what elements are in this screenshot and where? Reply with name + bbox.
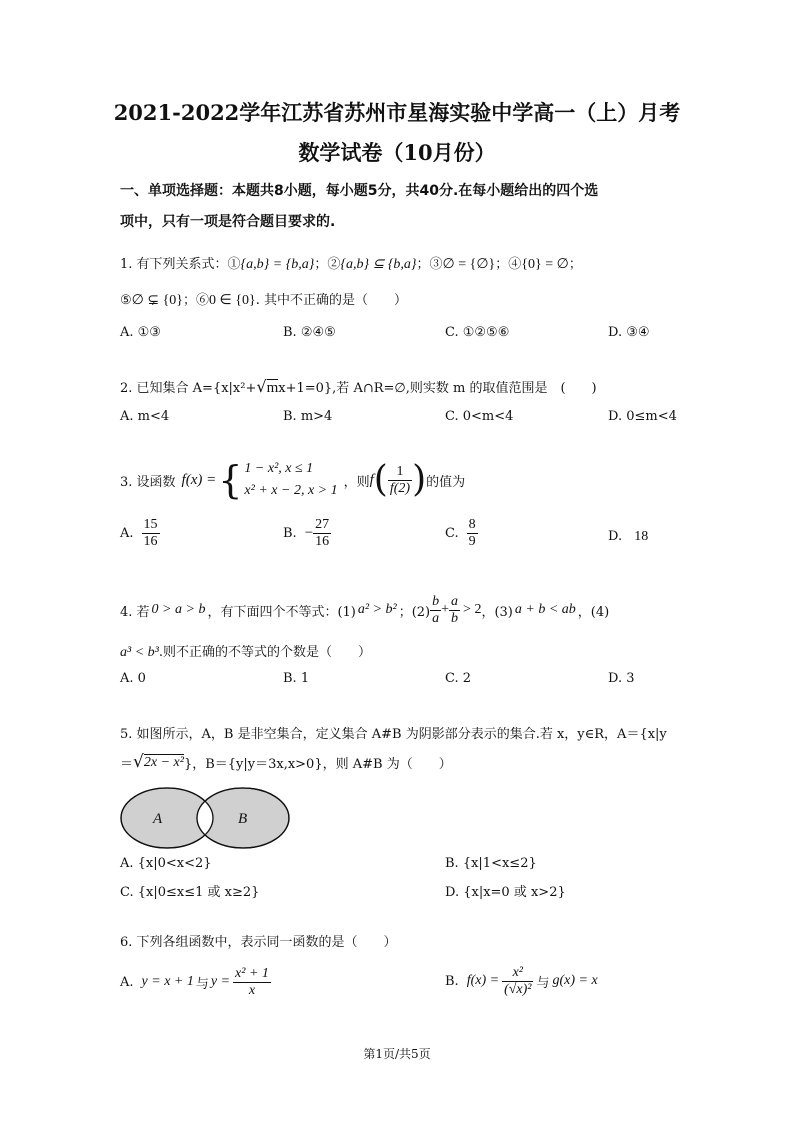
question-4-line2: a³ < b³.则不正确的不等式的个数是（ ） bbox=[120, 645, 371, 660]
question-6-option-a: A. y = x + 1 与 y = $\frac{\text{x² + 1}}{x}$ bbox=[120, 965, 269, 998]
question-2-option-b: B. m>4 bbox=[283, 409, 333, 424]
question-5-line1: 5. 如图所示，A，B 是非空集合，定义集合 A#B 为阴影部分表示的集合.若 x，y∈R，A＝{x|y bbox=[120, 727, 667, 742]
question-1-option-a: A. ①③ bbox=[120, 325, 161, 340]
question-6-stem: 6. 下列各组函数中，表示同一函数的是（ ） bbox=[120, 935, 397, 950]
question-3-option-a: A. $\frac{15}{16}$ bbox=[120, 517, 158, 549]
question-3-option-c: C. $\frac{8}{9}$ bbox=[445, 517, 476, 549]
piecewise-cases: 1 − x², x ≤ 1 x² + x − 2, x > 1 bbox=[244, 461, 338, 498]
question-2-option-a: A. m<4 bbox=[120, 409, 170, 424]
question-1-option-b: B. ②④⑤ bbox=[283, 325, 336, 340]
question-4-line1: 4. 若 0 > a > b ，有下面四个不等式：(1) a² > b² ；(2) $\frac{b}{a}$ + $\frac{a}{b}$ > 2 ，(3) a + b < ab ，(4) bbox=[120, 593, 610, 626]
page-number: 第1页/共5页 bbox=[363, 1047, 431, 1061]
venn-diagram bbox=[119, 786, 291, 850]
question-1-line2: ⑤∅ ⊊ {0}；⑥0 ∈ {0}. 其中不正确的是（ ） bbox=[120, 293, 407, 308]
question-5-option-d: D. {x|x=0 或 x>2} bbox=[445, 885, 566, 900]
question-3-option-d: D. 18 bbox=[608, 529, 649, 544]
question-5-option-b: B. {x|1<x≤2} bbox=[445, 856, 537, 871]
venn-label-a: A bbox=[153, 811, 163, 827]
question-4-option-a: A. 0 bbox=[120, 671, 146, 686]
question-4-option-d: D. 3 bbox=[608, 671, 635, 686]
piecewise-brace: { bbox=[218, 458, 243, 502]
question-2-option-d: D. 0≤m<4 bbox=[608, 409, 677, 424]
question-1-option-c: C. ①②⑤⑥ bbox=[445, 325, 510, 340]
exam-title-line2: 数学试卷（10月份） bbox=[298, 140, 496, 165]
question-4-option-b: B. 1 bbox=[283, 671, 310, 686]
question-5-option-c: C. {x|0≤x≤1 或 x≥2} bbox=[120, 885, 260, 900]
question-3-stem: 3. 设函数 f(x) = { 1 − x², x ≤ 1 x² + x − 2, x > 1 ，则 f ( $\frac{1}{f(2)}$ ) 的值为 bbox=[120, 458, 466, 502]
question-3-option-b: B. − $\frac{27}{16}$ bbox=[283, 517, 330, 549]
nested-fraction: $\frac{1}{f(2)}$ bbox=[389, 463, 411, 496]
sqrt-symbol: √ bbox=[256, 377, 267, 396]
question-6-option-b: B. f(x) = $\frac{\text{x²}}{\text{(√x)²}}$ 与 g(x) = x bbox=[445, 964, 598, 997]
section-heading-line1: 一、单项选择题：本题共8小题，每小题5分，共40分.在每小题给出的四个选 bbox=[120, 183, 599, 199]
question-5-option-a: A. {x|0<x<2} bbox=[120, 856, 212, 871]
question-2-stem: 2. 已知集合 A={x|x²+√mx+1=0},若 A∩R=∅,则实数 m 的取值范围是 ( ) bbox=[120, 377, 597, 396]
question-2-option-c: C. 0<m<4 bbox=[445, 409, 514, 424]
venn-label-b: B bbox=[238, 811, 248, 827]
question-1-line1: 1. 有下列关系式：①{a,b} = {b,a}；②{a,b} ⊆ {b,a}；③∅ = {∅}；④{0} = ∅； bbox=[120, 257, 582, 272]
exam-title-line1: 2021-2022学年江苏省苏州市星海实验中学高一（上）月考 bbox=[113, 100, 681, 125]
section-heading-line2: 项中，只有一项是符合题目要求的. bbox=[120, 214, 336, 230]
question-4-option-c: C. 2 bbox=[445, 671, 472, 686]
sqrt-symbol: √ bbox=[133, 752, 144, 772]
question-5-line2: ＝ √ 2x − x² }，B＝{y|y＝3x,x>0}，则 A#B 为（ ） bbox=[120, 752, 452, 772]
question-1-option-d: D. ③④ bbox=[608, 325, 650, 340]
